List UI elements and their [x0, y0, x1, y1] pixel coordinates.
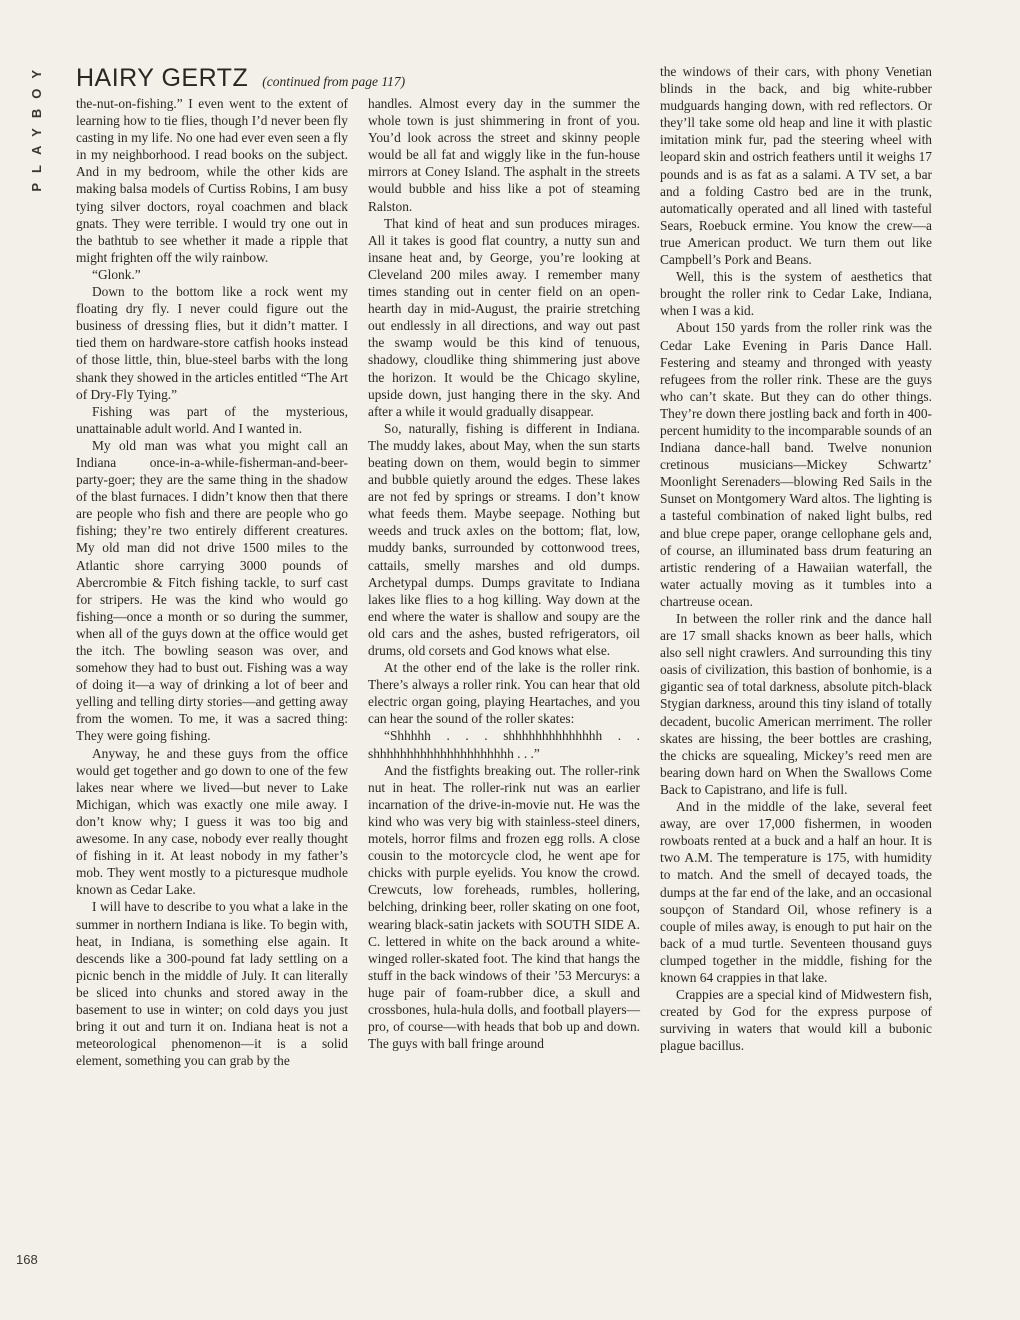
paragraph: That kind of heat and sun produces mirages. All it takes is good flat country, a nutty sun and insane heat and, by George, you’re looking at Cleveland 200 miles away. I remember many times standing out in center field on an open-hearth day in mid-August, the prairie stretching out endlessly in all directions, and way out past the swamp would be this kind of tenuous, shadowy, cloudlike thing shimmering just above the horizon. It would be the Chicago skyline, upside down, just hanging there in the sky. And after a while it would gradually disappear. — [368, 215, 640, 419]
article-header — [76, 64, 636, 93]
paragraph: “Shhhhh . . . shhhhhhhhhhhhhh . . shhhhhhhhhhhhhhhhhhhhh . . .” — [368, 728, 640, 761]
continued-note: (continued from page 117) — [262, 74, 406, 89]
column-3 — [660, 63, 932, 1054]
paragraph: Anyway, he and these guys from the office would get together and go down to one of the few lakes near where we lived—but never to Lake Michigan, which was exactly one mile away. I don’t know why; I guess it was too big and awesome. In any case, nobody ever really thought of fishing in it. At least nobody in my father’s mob. They went mostly to a picturesque mudhole known as Cedar Lake. — [76, 745, 348, 898]
paragraph: In between the roller rink and the dance hall are 17 small shacks known as beer halls, which also sell night crawlers. And surrounding this tiny oasis of civilization, this bastion of bonhomie, is a gigantic sea of total darkness, absolute pitch-black Stygian darkness, around this tiny island of totally decadent, bucolic American merriment. The roller skates are hissing, the beer bottles are crashing, the chicks are squealing, Mickey’s reed men are bearing down hard on When the Swallows Come Back to Capistrano, and life is full. — [660, 611, 932, 797]
paragraph: So, naturally, fishing is different in Indiana. The muddy lakes, about May, when the sun starts beating down on them, would begin to simmer and bubble quietly around the edges. These lakes are not fed by springs or streams. I don’t know what feeds them. Maybe seepage. Nothing but weeds and truck axles on the bottom; flat, low, muddy banks, surrounded by cottonwood trees, cattails, smelly marshes and old dumps. Archetypal dumps. Dumps gravitate to Indiana lakes like flies to a hog killing. Way down at the end where the water is shallow and soupy are the old cars and the ashes, busted refrigerators, oil drums, old corsets and God knows what else. — [368, 420, 640, 658]
paragraph: Down to the bottom like a rock went my floating dry fly. I never could figure out the business of dressing flies, but it didn’t matter. I tied them on hardware-store catfish hooks instead of those little, thin, blue-steel barbs with the long shank they showed in the articles entitled “The Art of Dry-Fly Tying.” — [76, 284, 348, 402]
masthead: PLAYBOY — [29, 60, 44, 192]
paragraph: Fishing was part of the mysterious, unattainable adult world. And I wanted in. — [76, 403, 348, 436]
paragraph: At the other end of the lake is the roller rink. There’s always a roller rink. You can hear that old electric organ going, playing Heartaches, and you can hear the sound of the roller skates: — [368, 660, 640, 727]
column-1 — [76, 95, 348, 1069]
paragraph: About 150 yards from the roller rink was the Cedar Lake Evening in Paris Dance Hall. Festering and steamy and thronged with yeasty refugees from the roller rink. These are the guys who can’t skate. But they can do other things. They’re down there jostling back and forth in 400-percent humidity to the incomparable sounds of an Indiana dance-hall band. Twelve nonunion cretinous musicians—Mickey Schwartz’ Moonlight Serenaders—blowing Red Sails in the Sunset on Montgomery Ward altos. The lighting is a tasteful combination of naked light bulbs, red and blue crepe paper, orange cellophane gels and, of course, an illuminated bass drum featuring an artistic rendering of a Hawaiian waterfall, the water actually moving as it tumbles into a chartreuse ocean. — [660, 320, 932, 609]
paragraph: “Glonk.” — [92, 266, 141, 282]
paragraph: handles. Almost every day in the summer the whole town is just shimmering in front of you. You’d look across the street and skinny people would be all fat and wiggly like in the fun-house mirrors at Coney Island. The asphalt in the streets would bubble and hiss like a pot of steaming Ralston. — [368, 96, 640, 214]
paragraph: Crappies are a special kind of Midwestern fish, created by God for the express purpose of surviving in waters that would kill a bubonic plague bacillus. — [660, 987, 932, 1054]
paragraph: I will have to describe to you what a lake in the summer in northern Indiana is like. To begin with, heat, in Indiana, is something else again. It descends like a 300-pound fat lady settling on a picnic bench in the middle of July. It can literally be sliced into chunks and stored away in the basement to use in winter; on cold days you just bring it out and turn it on. Indiana heat is not a meteorological phenomenon—it is a solid element, something you can grab by the — [76, 899, 348, 1069]
paragraph: My old man was what you might call an Indiana once-in-a-while-fisherman-and-beer-party-goer; they are the same thing in the shadow of the blast furnaces. I didn’t know then that there are people who fish and there are people who go fishing; they’re two entirely different creatures. My old man did not drive 1500 miles to the Atlantic shore carrying 3000 pounds of Abercrombie & Fitch fishing tackle, to surf cast for stripers. He was the kind who would go fishing—once a month or so during the summer, when all of the guys down at the office would get the itch. The bowling season was over, and somehow they had to bust out. Fishing was a way of doing it—a way of drinking a lot of beer and yelling and telling dirty stories—and getting away from the women. To me, it was a sacred thing: They were going fishing. — [76, 437, 348, 744]
paragraph: the-nut-on-fishing.” I even went to the extent of learning how to tie flies, though I’d never been fly casting in my life. No one had ever even seen a fly in my neighborhood. I read books on the subject. And in my bedroom, while the other kids are making balsa models of Curtiss Robins, I am busy tying silver doctors, royal coachmen and black gnats. They were terrible. I would try one out in the bathtub to see whether it made a ripple that might frighten off the wily rainbow. — [76, 96, 348, 265]
paragraph: the windows of their cars, with phony Venetian blinds in the back, and big white-rubber mudguards hanging down, with red reflectors. Or they’ll take some old heap and line it with plastic imitation mink fur, pad the steering wheel with leopard skin and ostrich feathers until it weighs 17 pounds and is as fat as a salami. A TV set, a bar and a folding Castro bed are in the trunk, automatically operated and all lined with tasteful Sears, Roebuck ermine. You know the crew—a true American product. We turn them out like Campbell’s Pork and Beans. — [660, 64, 932, 268]
column-2 — [368, 95, 640, 1052]
paragraph: And in the middle of the lake, several feet away, are over 17,000 fishermen, in wooden rowboats rented at a buck and a half an hour. It is two A.M. The temperature is 175, with humidity to match. And the smell of decayed toads, the dumps at the far end of the lake, and an occasional soupçon of Standard Oil, whose refinery is a couple of miles away, is enough to put hair on the back of a mud turtle. Seventeen thousand guys clumped together in the middle, fishing for the known 64 crappies in that lake. — [660, 799, 932, 985]
page-number: 168 — [16, 1252, 38, 1267]
paragraph: And the fistfights breaking out. The roller-rink nut in heat. The roller-rink nut was an earlier incarnation of the drive-in-movie nut. He was the kind who was very big with stainless-steel diners, motels, horror films and frozen egg rolls. A close cousin to the motorcycle clod, he went ape for chicks with purple eyelids. You know the crowd. Crewcuts, low foreheads, rumbles, hollering, belching, drinking beer, roller skating on one foot, wearing black-satin jackets with SOUTH SIDE A. C. lettered in white on the back around a white-winged roller-skated foot. The kind that hangs the stuff in the back windows of their ’53 Mercurys: a huge pair of foam-rubber dice, a skull and crossbones, hula-hula dolls, and football players—pro, of course—with heads that bob up and down. The guys with ball fringe around — [368, 762, 640, 1052]
article-title: HAIRY GERTZ — [76, 64, 249, 92]
paragraph: Well, this is the system of aesthetics that brought the roller rink to Cedar Lake, Indiana, when I was a kid. — [660, 269, 932, 319]
